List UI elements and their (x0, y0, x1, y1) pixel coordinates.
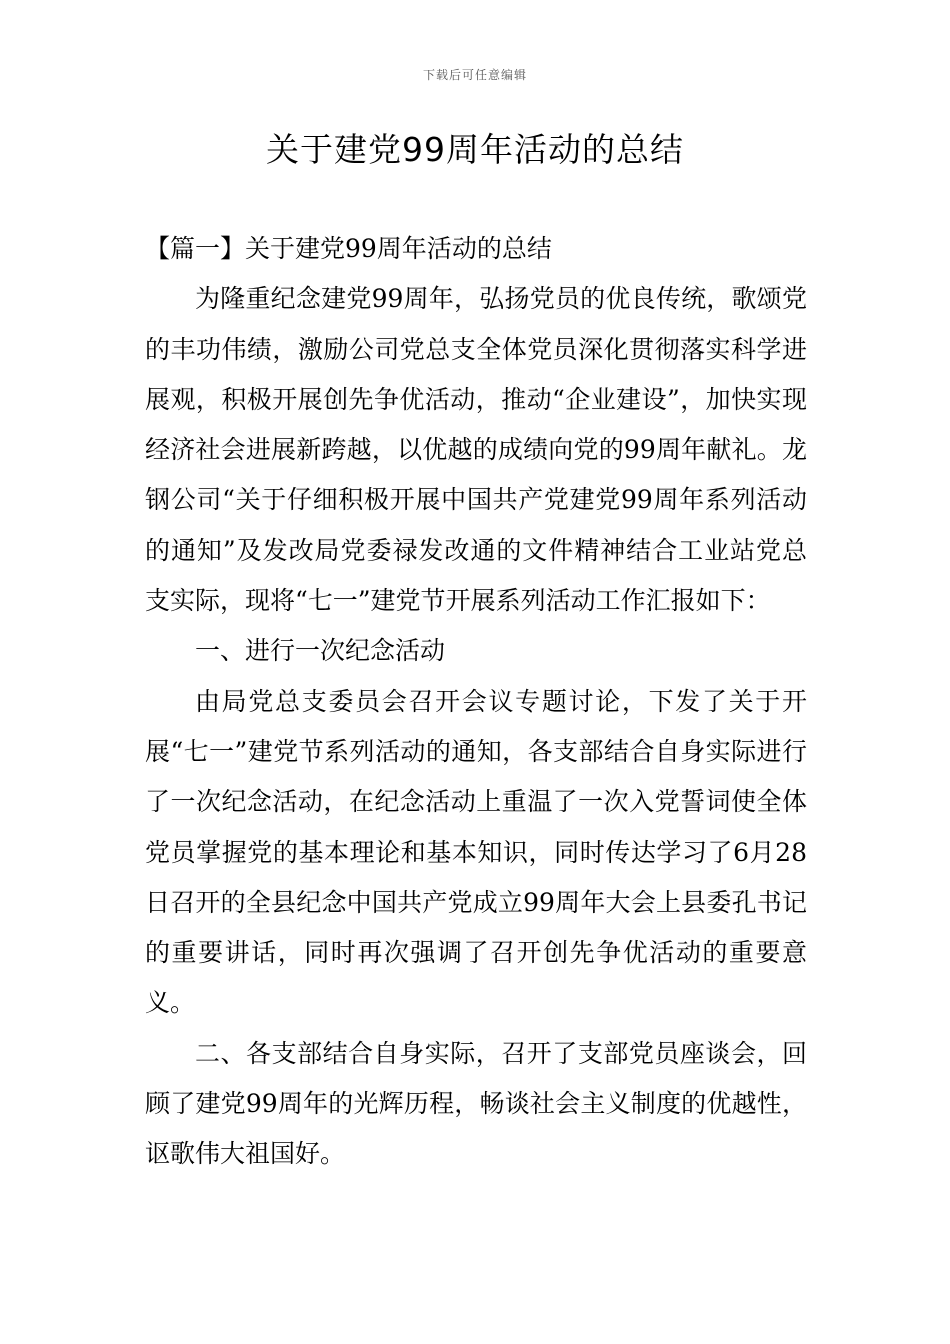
section-heading: 【篇一】关于建党99周年活动的总结 (145, 234, 552, 263)
paragraph-item-1: 由局党总支委员会召开会议专题讨论，下发了关于开展“七一”建党节系列活动的通知，各支部结合自身实际进行了一次纪念活动，在纪念活动上重温了一次入党誓词使全体党员掌握党的基本理论和基本知识，同时传达学习了6月28日召开的全县纪念中国共产党成立99周年大会上县委孔书记的重要讲话，同时再次强调了召开创先争优活动的重要意义。 (145, 686, 807, 1018)
paragraph-intro: 为隆重纪念建党99周年，弘扬党员的优良传统，歌颂党的丰功伟绩，激励公司党总支全体党员深化贯彻落实科学进展观，积极开展创先争优活动，推动“企业建设”，加快实现经济社会进展新跨越，以优越的成绩向党的99周年献礼。龙钢公司“关于仔细积极开展中国共产党建党99周年系列活动的通知”及发改局党委禄发改通的文件精神结合工业站党总支实际，现将“七一”建党节开展系列活动工作汇报如下： (145, 284, 807, 616)
header-note: 下载后可任意编辑 (422, 68, 527, 82)
document-body (145, 224, 807, 1180)
paragraph-item-2: 二、各支部结合自身实际，召开了支部党员座谈会，回顾了建党99周年的光辉历程，畅谈社会主义制度的优越性，讴歌伟大祖国好。 (145, 1038, 807, 1169)
document-title: 关于建党99周年活动的总结 (266, 130, 684, 169)
paragraph-heading-1: 一、进行一次纪念活动 (195, 636, 446, 666)
